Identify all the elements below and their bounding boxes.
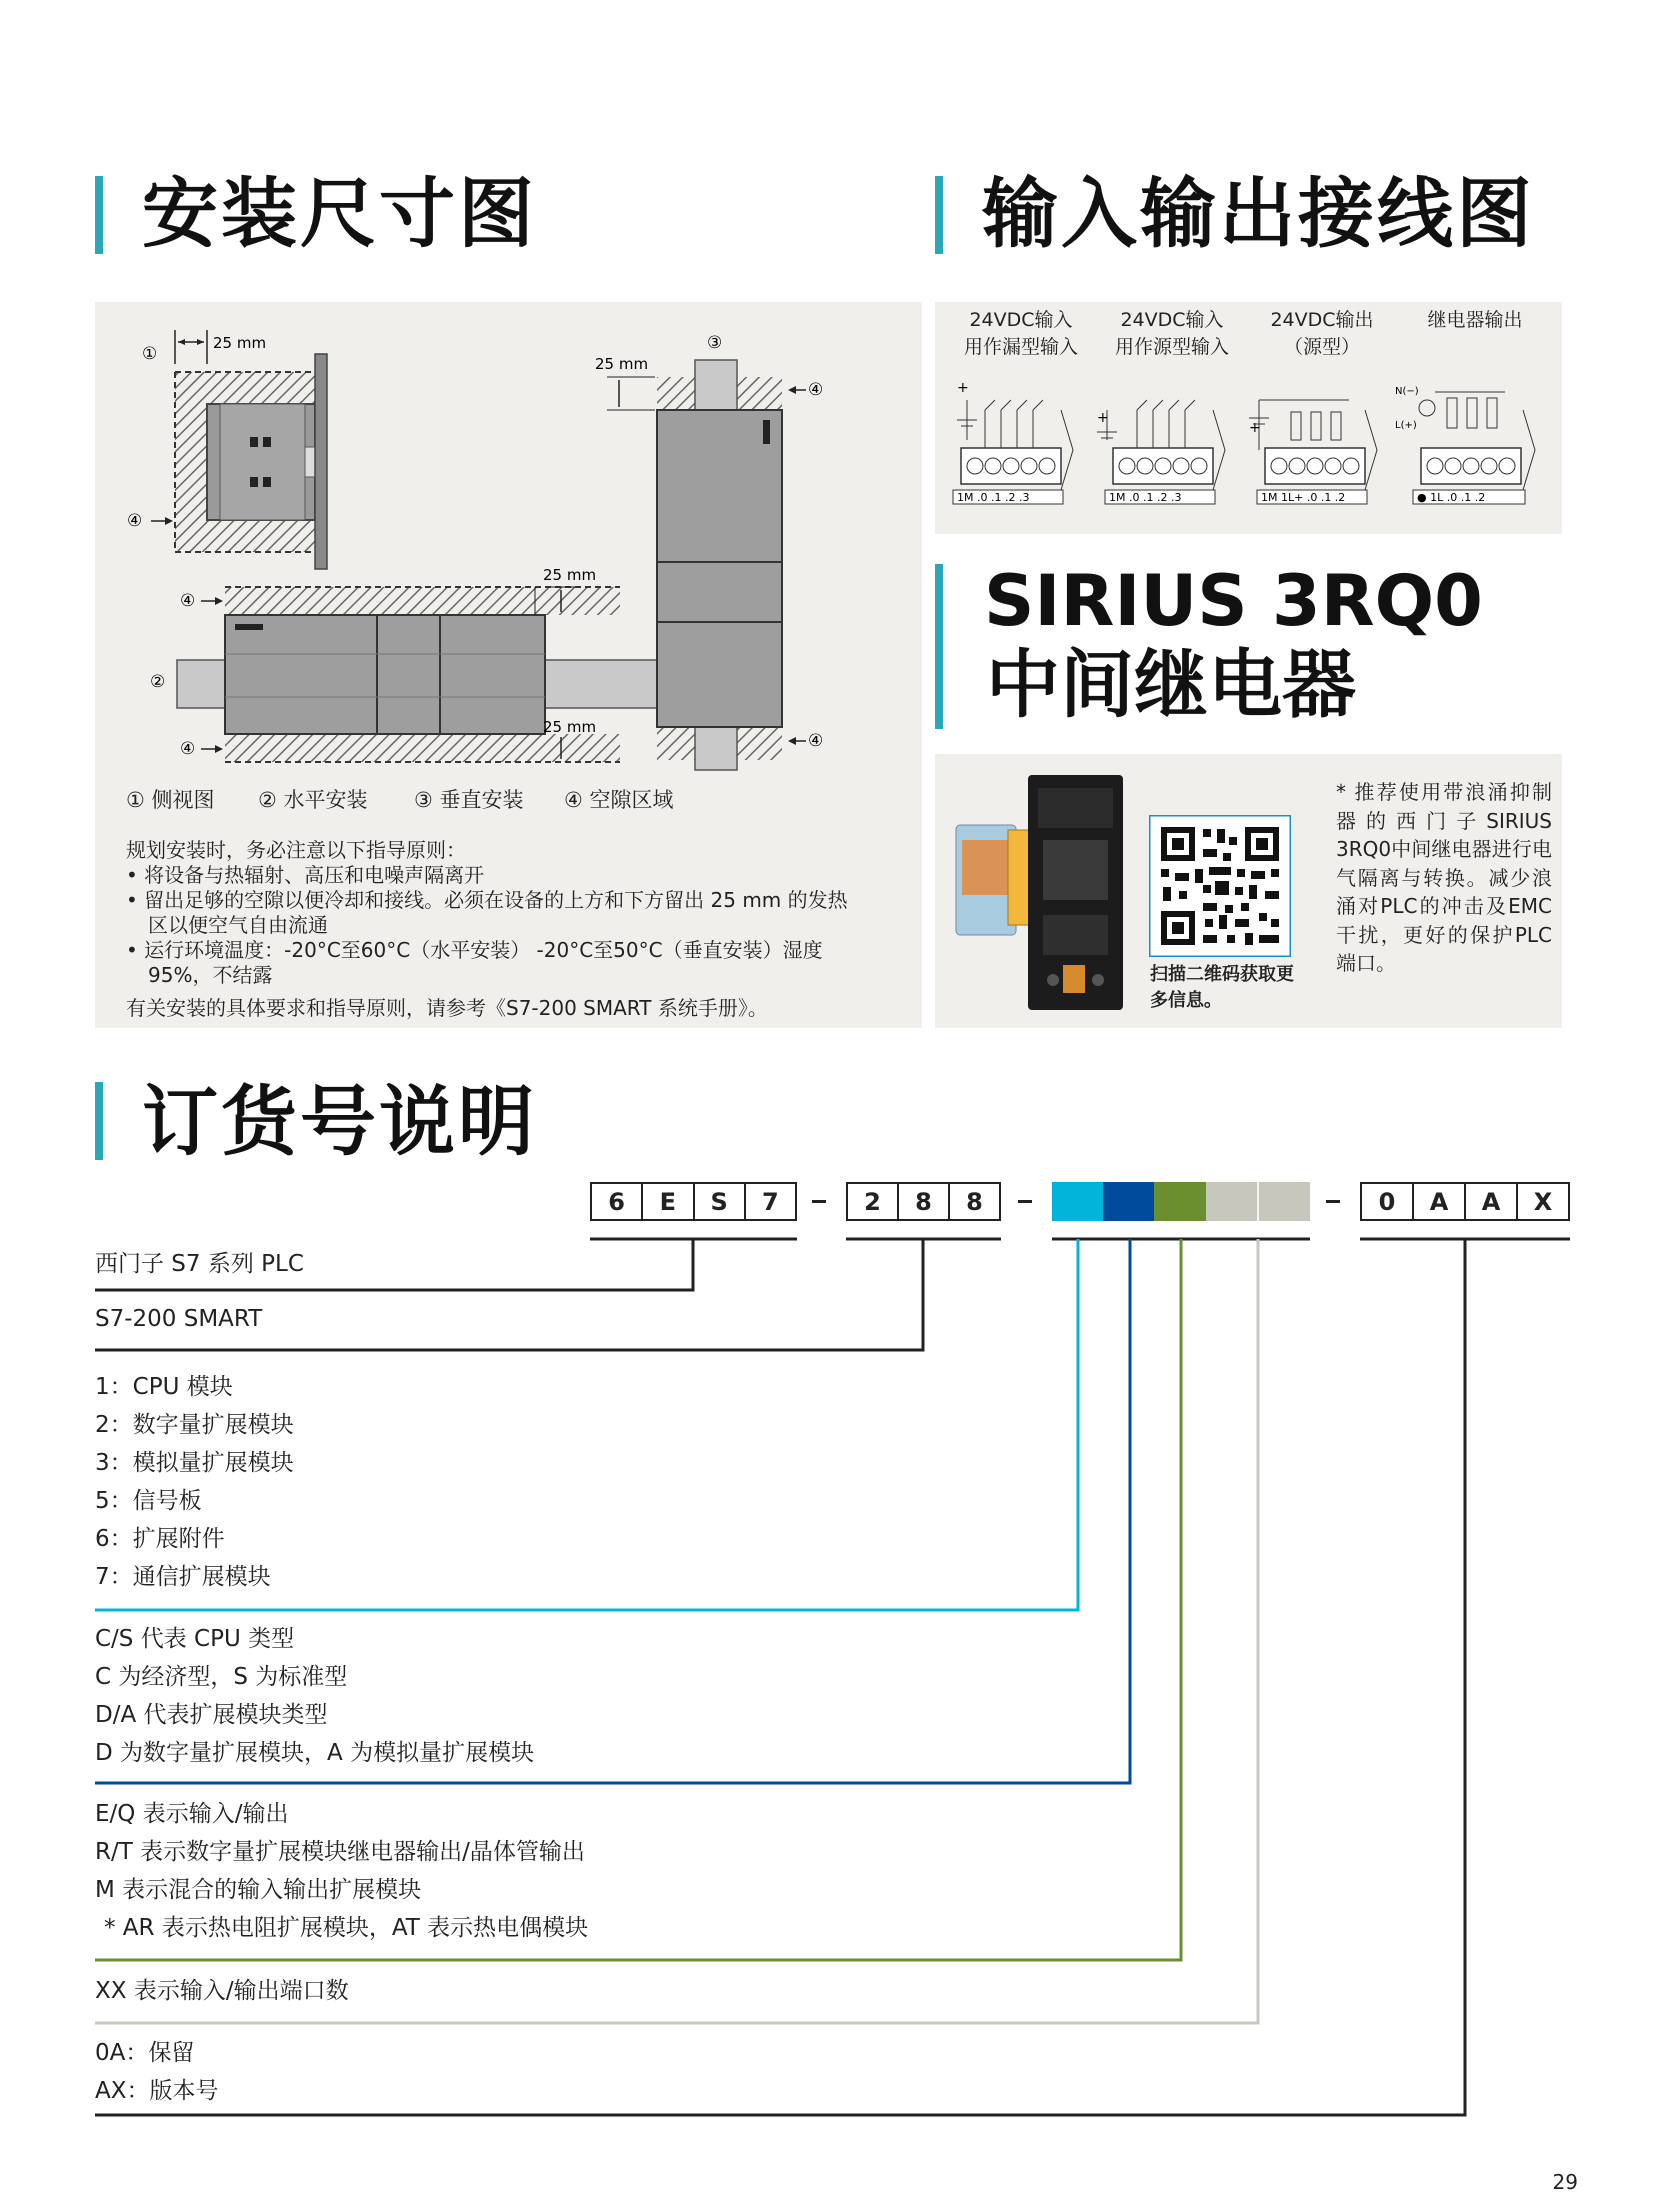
- code-char: 0: [1362, 1184, 1414, 1219]
- svg-text:④: ④: [127, 511, 143, 531]
- svg-text:25 mm: 25 mm: [543, 718, 597, 736]
- page-number: 29: [1552, 2170, 1578, 2194]
- order-desc-module-7: 7：通信扩展模块: [95, 1564, 271, 1590]
- svg-text:25 mm: 25 mm: [543, 566, 597, 584]
- order-desc-module-6: 6：扩展附件: [95, 1526, 225, 1552]
- svg-text:+: +: [1097, 410, 1109, 426]
- order-desc-io: E/Q 表示输入/输出: [95, 1801, 289, 1827]
- code-char: E: [643, 1184, 694, 1219]
- note-bullet-1: • 将设备与热辐射、高压和电噪声隔离开: [126, 863, 485, 887]
- svg-text:1M .0 .1 .2 .3: 1M .0 .1 .2 .3: [957, 491, 1030, 504]
- legend-side-view: ① 侧视图: [126, 788, 215, 812]
- svg-text:①: ①: [142, 344, 158, 364]
- code-char: A: [1466, 1184, 1518, 1219]
- note-bullet-2: • 留出足够的空隙以便冷却和接线。必须在设备的上方和下方留出 25 mm 的发热区以便空气自由流通: [126, 888, 848, 937]
- legend-vertical: ③ 垂直安装: [414, 788, 524, 812]
- io-header-relay-output: 继电器输出: [1427, 309, 1523, 331]
- legend-horizontal: ② 水平安装: [258, 788, 368, 812]
- order-desc-module-2: 2：数字量扩展模块: [95, 1412, 294, 1438]
- svg-text:③: ③: [707, 333, 723, 353]
- order-desc-port-count: XX 表示输入/输出端口数: [95, 1978, 349, 2004]
- svg-text:④: ④: [180, 739, 196, 759]
- order-desc-series: 西门子 S7 系列 PLC: [95, 1251, 304, 1277]
- svg-text:+: +: [957, 380, 969, 396]
- order-desc-version: AX：版本号: [95, 2078, 219, 2104]
- io-header-sink-input: 24VDC输入 用作漏型输入: [963, 309, 1078, 358]
- svg-text:L(+): L(+): [1395, 420, 1417, 431]
- svg-text:1M 1L+ .0 .1 .2: 1M 1L+ .0 .1 .2: [1261, 491, 1346, 504]
- svg-text:● 1L .0 .1 .2: ● 1L .0 .1 .2: [1417, 491, 1486, 504]
- io-header-source-input: 24VDC输入 用作源型输入: [1114, 309, 1229, 358]
- qr-scan-caption: 扫描二维码获取更多信息。: [1150, 964, 1294, 1011]
- code-char: 8: [899, 1184, 950, 1219]
- order-desc-cpu-type-values: C 为经济型，S 为标准型: [95, 1664, 348, 1690]
- svg-text:④: ④: [180, 591, 196, 611]
- code-char: 8: [966, 1187, 983, 1216]
- legend-clearance: ④ 空隙区域: [564, 788, 674, 812]
- svg-text:②: ②: [150, 672, 166, 692]
- order-desc-module-5: 5：信号板: [95, 1488, 202, 1514]
- order-desc-product: S7-200 SMART: [95, 1306, 263, 1332]
- code-char: S: [695, 1184, 746, 1219]
- code-char: 7: [762, 1187, 779, 1216]
- code-char: 6: [592, 1184, 643, 1219]
- svg-text:N(−): N(−): [1395, 386, 1419, 397]
- svg-text:④: ④: [808, 380, 824, 400]
- svg-text:+: +: [1249, 420, 1261, 436]
- order-desc-module-1: 1：CPU 模块: [95, 1374, 233, 1400]
- svg-text:25 mm: 25 mm: [213, 334, 267, 352]
- order-title: 订货号说明: [142, 1077, 537, 1166]
- sirius-recommendation: * 推荐使用带浪涌抑制器的西门子SIRIUS 3RQ0中间继电器进行电气隔离与转换。减少浪涌对PLC的冲击及EMC干扰，更好的保护PLC端口。: [1336, 780, 1552, 975]
- order-desc-output-type: R/T 表示数字量扩展模块继电器输出/晶体管输出: [95, 1839, 585, 1865]
- order-desc-module-3: 3：模拟量扩展模块: [95, 1450, 294, 1476]
- io-title: 输入输出接线图: [982, 169, 1535, 258]
- svg-text:25 mm: 25 mm: [595, 355, 649, 373]
- note-bullet-3: • 运行环境温度：-20°C至60°C（水平安装） -20°C至50°C（垂直安装）湿度95%，不结露: [126, 938, 823, 987]
- code-char: A: [1414, 1184, 1466, 1219]
- svg-text:1M .0 .1 .2 .3: 1M .0 .1 .2 .3: [1109, 491, 1182, 504]
- order-desc-module-type: D/A 代表扩展模块类型: [95, 1702, 328, 1728]
- code-char: X: [1533, 1187, 1553, 1216]
- order-desc-cpu-type: C/S 代表 CPU 类型: [95, 1626, 295, 1652]
- order-desc-module-type-values: D 为数字量扩展模块，A 为模拟量扩展模块: [95, 1740, 535, 1766]
- sirius-title-line1: SIRIUS 3RQ0: [984, 560, 1483, 642]
- io-header-source-output: 24VDC输出 （源型）: [1270, 309, 1374, 358]
- order-desc-ar-at: * AR 表示热电阻扩展模块，AT 表示热电偶模块: [104, 1915, 589, 1941]
- sirius-title-line2: 中间继电器: [986, 642, 1356, 728]
- svg-text:④: ④: [808, 731, 824, 751]
- order-desc-reserved: 0A：保留: [95, 2040, 195, 2066]
- order-desc-mixed: M 表示混合的输入输出扩展模块: [95, 1877, 422, 1903]
- install-reference: 有关安装的具体要求和指导原则，请参考《S7-200 SMART 系统手册》。: [126, 996, 768, 1020]
- notes-title: 规划安装时，务必注意以下指导原则：: [126, 838, 466, 862]
- install-title: 安装尺寸图: [142, 169, 537, 258]
- code-char: 2: [848, 1184, 899, 1219]
